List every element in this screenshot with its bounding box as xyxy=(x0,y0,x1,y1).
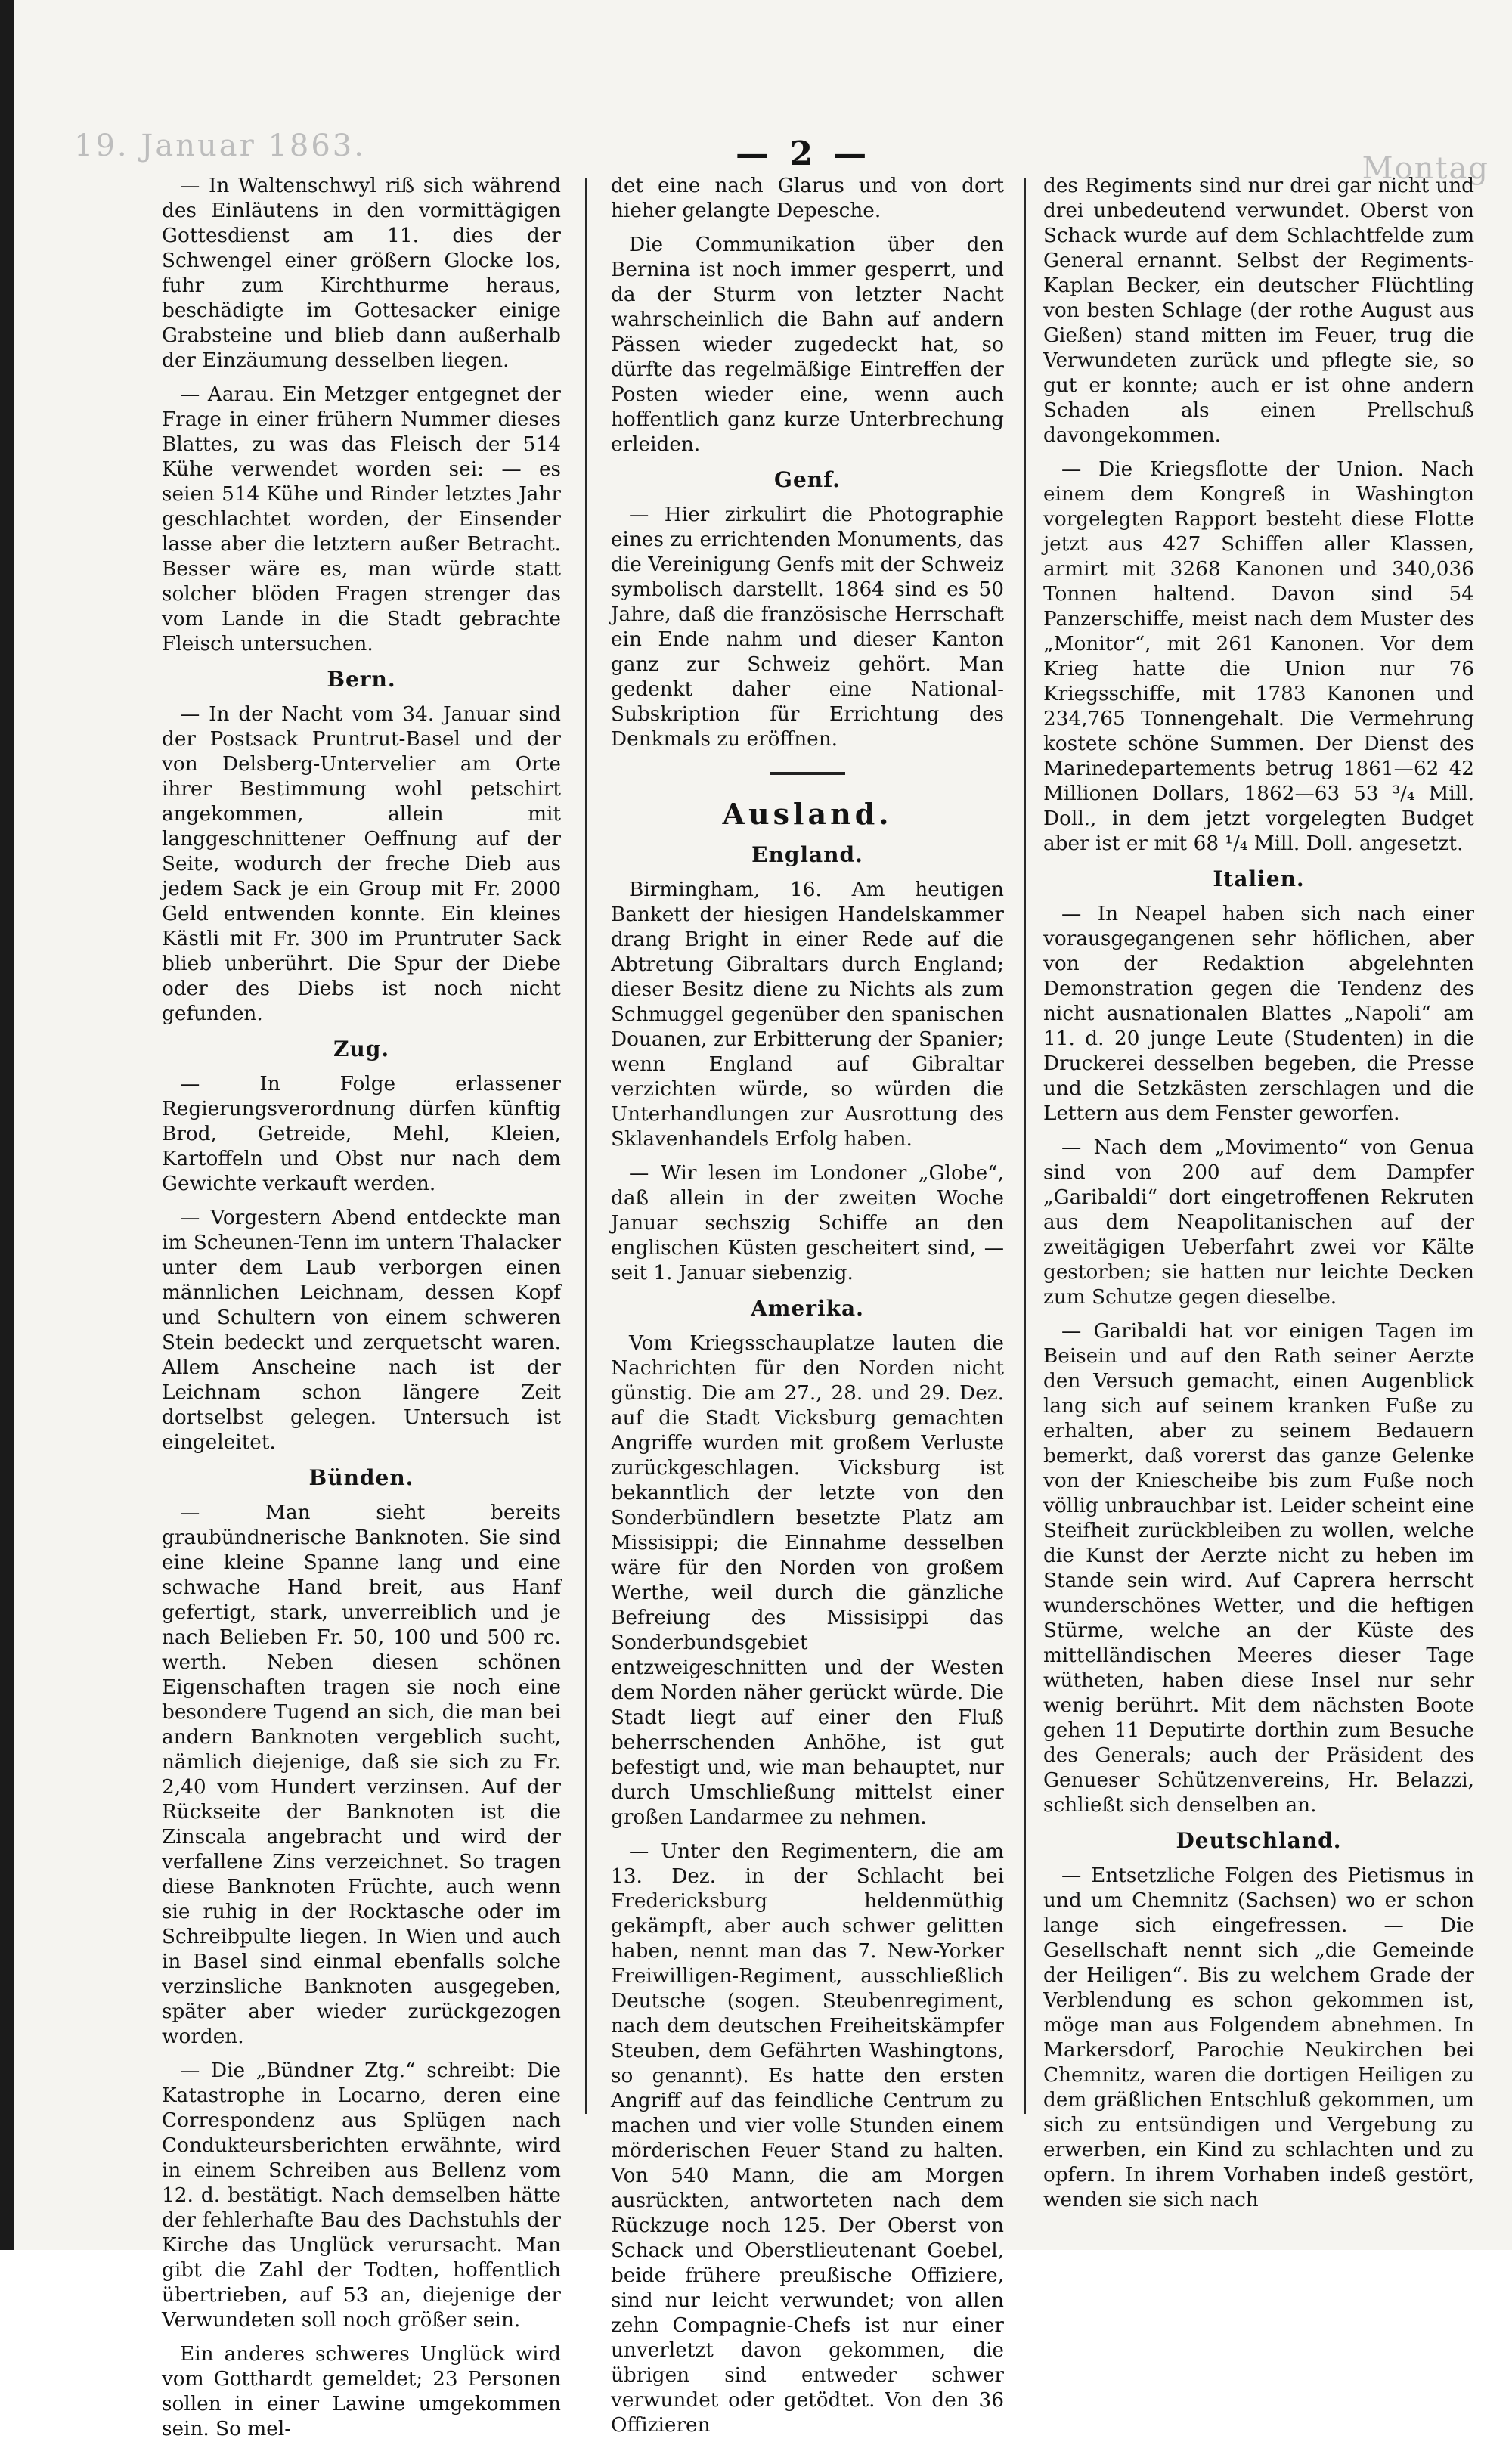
column-left xyxy=(162,174,561,2440)
section-heading-zug: Zug. xyxy=(333,1037,390,1061)
column-rule xyxy=(585,178,587,2114)
article-depesche: det eine nach Glarus und von dort hieher gelangte Depesche. xyxy=(611,175,1004,222)
article-gotthardt: Ein anderes schweres Unglück wird vom Gotthardt gemeldet; 23 Personen sollen in einer Lawine umgekommen sein. So mel- xyxy=(162,2343,561,2440)
section-heading-deutschland: Deutschland. xyxy=(1176,1828,1342,1853)
article-regiment-continued: des Regiments sind nur drei gar nicht und drei unbedeutend verwundet. Oberst von Schack wurde auf dem Schlachtfelde zum General ernannt. Selbst der Regiments-Kaplan Becker, ein deutscher Flüchtling von besten Schlage (der rothe August aus Gießen) stand mitten im Feuer, trug die Verwundeten zurück und pflegte sie, so gut er konnte; auch er ist ohne andern Schaden als einen Prellschuß davongekommen. xyxy=(1043,175,1474,447)
article-neapel: — In Neapel haben sich nach einer vorausgegangenen sehr höflichen, aber von der Redaktion abgelehnten Demonstration gegen die Tendenz des nicht ausnationalen Blattes „Napoli“ am 11. d. 20 junge Leute (Studenten) in die Druckerei desselben begeben, die Presse und die Setzkästen zerschlagen und die Lettern aus dem Fenster geworfen. xyxy=(1043,903,1474,1125)
bleed-through-date: 19. Januar 1863. xyxy=(74,129,366,163)
article-fredericksburg: — Unter den Regimentern, die am 13. Dez. in der Schlacht bei Fredericksburg heldenmüthig gekämpft, aber auch schwer gelitten haben, nennt man das 7. New-Yorker Freiwilligen-Regiment, ausschließlich Deutsche (sogen. Steubenregiment, nach dem deutschen Freiheitskämpfer Steuben, dem Gefährten Washingtons, so genannt). Es hatte den ersten Angriff auf das feindliche Centrum zu machen und vier volle Stunden einem mörderischen Feuer Stand zu halten. Von 540 Mann, die am Morgen ausrückten, antworteten nach dem Rückzuge noch 125. Der Oberst von Schack und Oberstlieutenant Goebel, beide frühere preußische Offiziere, sind nur leicht verwundet; von allen zehn Compagnie-Chefs ist nur einer unverletzt davon gekommen, die übrigen sind entweder schwer verwundet oder getödtet. Von den 36 Offizieren xyxy=(611,1840,1004,2437)
column-right xyxy=(1043,174,1474,2211)
newspaper-page xyxy=(14,0,1512,2440)
section-heading-ausland: Ausland. xyxy=(722,797,893,831)
section-heading-england: England. xyxy=(751,842,863,867)
article-zug-verordnung: — In Folge erlassener Regierungsverordnung dürfen künftig Brod, Getreide, Mehl, Kleien, Kartoffeln und Obst nur nach dem Gewichte verkauft werden. xyxy=(162,1073,561,1195)
article-bern-postsack: — In der Nacht vom 34. Januar sind der Postsack Pruntrut-Basel und der von Delsberg-Untervelier am Orte ihrer Bestimmung wohl petschirt angekommen, allein mit langgeschnittener Oeffnung auf der Seite, wodurch der freche Dieb aus jedem Sack je ein Group mit Fr. 2000 Geld entwenden konnte. Ein kleines Kästli mit Fr. 300 im Pruntruter Sack blieb unberührt. Die Spur der Diebe oder des Diebs ist noch nicht gefunden. xyxy=(162,703,561,1025)
section-heading-bern: Bern. xyxy=(327,667,396,692)
article-vicksburg: Vom Kriegsschauplatze lauten die Nachrichten für den Norden nicht günstig. Die am 27., 28. und 29. Dez. auf die Stadt Vicksburg gemachten Angriffe wurden mit großem Verluste zurückgeschlagen. Vicksburg ist bekanntlich der letzte von den Sonderbündlern besetzte Platz am Missisippi; die Einnahme desselben wäre für den Norden von großem Werthe, weil durch die gänzliche Befreiung des Missisippi das Sonderbundsgebiet entzweigeschnitten und der Westen dem Norden näher gerückt würde. Die Stadt liegt auf einer den Fluß beherrschenden Anhöhe, ist gut befestigt und, wie man behauptet, nur durch Umschließung mittelst einer großen Landarmee zu nehmen. xyxy=(611,1332,1004,1829)
article-banknoten: — Man sieht bereits graubündnerische Banknoten. Sie sind eine kleine Spanne lang und eine schwache Hand breit, aus Hanf gefertigt, stark, unverreiblich und je nach Belieben Fr. 50, 100 und 500 rc. werth. Neben diesen schönen Eigenschaften tragen sie noch eine besondere Tugend an sich, die man bei andern Banknoten vergeblich sucht, nämlich diejenige, daß sie sich zu Fr. 2,40 vom Hundert verzinsen. Auf der Rückseite der Banknoten ist die Zinscala angebracht und wird der verfallene Zins verzeichnet. So tragen diese Banknoten Früchte, auch wenn sie ruhig in der Rocktasche oder im Schreibpulte liegen. In Wien und auch in Basel sind einmal ebenfalls solche verzinsliche Banknoten ausgegeben, später aber wieder zurückgezogen worden. xyxy=(162,1501,561,2048)
article-birmingham: Birmingham, 16. Am heutigen Bankett der hiesigen Handelskammer drang Bright in einer Rede auf die Abtretung Gibraltars durch England; dieser Besitz diene zu Nichts als zum Schmuggel gegenüber den spanischen Douanen, zur Erbitterung der Spanier; wenn England auf Gibraltar verzichten würde, so würden die Unterhandlungen zur Ausrottung des Sklavenhandels Erfolg haben. xyxy=(611,879,1004,1151)
article-kriegsflotte: — Die Kriegsflotte der Union. Nach einem dem Kongreß in Washington vorgelegten Rapport besteht diese Flotte jetzt aus 427 Schiffen aller Klassen, armirt mit 3268 Kanonen und 340,036 Tonnen haltend. Davon sind 54 Panzerschiffe, meist nach dem Muster des „Monitor“, mit 261 Kanonen. Vor dem Krieg hatte die Union nur 76 Kriegsschiffe, mit 1783 Kanonen und 234,765 Tonnengehalt. Die Vermehrung kostete schöne Summen. Der Dienst des Marinedepartements betrug 1861—62 42 Millionen Dollars, 1862—63 53 ³/₄ Mill. Doll., in dem jetzt vorgelegten Budget aber ist er mit 68 ¹/₄ Mill. Doll. angesetzt. xyxy=(1043,458,1474,855)
article-globe: — Wir lesen im Londoner „Globe“, daß allein in der zweiten Woche Januar sechszig Schiffe an den englischen Küsten gescheitert sind, — seit 1. Januar siebenzig. xyxy=(611,1162,1004,1285)
section-heading-amerika: Amerika. xyxy=(751,1296,864,1321)
section-heading-genf: Genf. xyxy=(774,467,841,492)
article-zug-leichnam: — Vorgestern Abend entdeckte man im Scheunen-Tenn im untern Thalacker unter dem Laub verborgen einen männlichen Leichnam, dessen Kopf und Schultern von einem schweren Stein bedeckt und zerquetscht waren. Allem Anscheine nach ist der Leichnam schon längere Zeit dortselbst gelegen. Untersuch ist eingeleitet. xyxy=(162,1207,561,1454)
article-bernina: Die Communikation über den Bernina ist noch immer gesperrt, und da der Sturm von letzter Nacht wahrscheinlich die Bahn auf andern Pässen wieder zugedeckt hat, so dürfte das regelmäßige Eintreffen der Posten wieder eine, wenn auch hoffentlich ganz kurze Unterbrechung erleiden. xyxy=(611,234,1004,456)
article-locarno: — Die „Bündner Ztg.“ schreibt: Die Katastrophe in Locarno, deren eine Correspondenz aus Splügen nach Condukteursberichten erwähnte, wird in einem Schreiben aus Bellenz vom 12. d. bestätigt. Nach demselben hätte der fehlerhafte Bau des Dachstuhls der Kirche das Unglück verursacht. Man gibt die Zahl der Todten, hoffentlich übertrieben, auf 53 an, diejenige der Verwundeten soll noch größer sein. xyxy=(162,2059,561,2332)
bleed-through-weekday: Montag xyxy=(1362,151,1489,186)
section-heading-italien: Italien. xyxy=(1213,866,1305,891)
article-pietismus: — Entsetzliche Folgen des Pietismus in und um Chemnitz (Sachsen) wo er schon lange sich eingefressen. — Die Gesellschaft nennt sich „die Gemeinde der Heiligen“. Bis zu welchem Grade der Verblendung es schon gekommen ist, möge man aus Folgendem abnehmen. In Markersdorf, Parochie Neukirchen bei Chemnitz, waren die dortigen Heiligen zu dem gräßlichen Entschluß gekommen, um sich zu entsündigen und Vergebung zu erwerben, ein Kind zu schlachten und zu opfern. In ihrem Vorhaben indeß gestört, wenden sie sich nach xyxy=(1043,1864,1474,2211)
column-middle xyxy=(611,174,1004,2437)
section-divider xyxy=(770,772,845,775)
page-number: — 2 — xyxy=(736,135,872,173)
article-waltenschwyl: — In Waltenschwyl riß sich während des Einläutens in den vormittägigen Gottesdienst am 11. dies der Schwengel einer größern Glocke los, fuhr zum Kirchthurme heraus, beschädigte im Gottesacker einige Grabsteine und blieb dann außerhalb der Einzäumung desselben liegen. xyxy=(162,175,561,372)
section-heading-bunden: Bünden. xyxy=(308,1465,414,1490)
column-rule xyxy=(1024,178,1026,2114)
article-aarau: — Aarau. Ein Metzger entgegnet der Frage in einer frühern Nummer dieses Blattes, zu was das Fleisch der 514 Kühe verwendet worden sei: — es seien 514 Kühe und Rinder letztes Jahr geschlachtet worden, der Einsender lasse aber die letztern außer Betracht. Besser wäre es, man würde statt solcher blöden Fragen strenger das vom Lande in die Stadt gebrachte Fleisch untersuchen. xyxy=(162,383,561,655)
scan-edge xyxy=(0,0,14,2250)
article-movimento: — Nach dem „Movimento“ von Genua sind von 200 auf dem Dampfer „Garibaldi“ dort eingetroffenen Rekruten aus dem Neapolitanischen auf der zweitägigen Ueberfahrt zwei vor Kälte gestorben; sie hatten nur leichte Decken zum Schutze gegen dieselbe. xyxy=(1043,1136,1474,1309)
article-garibaldi: — Garibaldi hat vor einigen Tagen im Beisein und auf den Rath seiner Aerzte den Versuch gemacht, einen Augenblick lang sich auf seinem kranken Fuße zu erhalten, aber zu seinem Bedauern bemerkt, daß vorerst das ganze Gelenke von der Kniescheibe bis zum Fuße noch völlig unbrauchbar ist. Leider scheint eine Steifheit zurückbleiben zu wollen, welche die Kunst der Aerzte nicht zu heben im Stande sein wird. Auf Caprera herrscht wunderschönes Wetter, und die heftigen Stürme, welche an der Küste des mittelländischen Meeres dieser Tage wütheten, haben diese Insel nur sehr wenig berührt. Mit dem nächsten Boote gehen 11 Deputirte dorthin zum Besuche des Generals; auch der Präsident des Genueser Schützenvereins, Hr. Belazzi, schließt sich denselben an. xyxy=(1043,1320,1474,1817)
article-genf-monument: — Hier zirkulirt die Photographie eines zu errichtenden Monuments, das die Vereinigung Genfs mit der Schweiz symbolisch darstellt. 1864 sind es 50 Jahre, daß die französische Herrschaft ein Ende nahm und dieser Kanton ganz zur Schweiz gehört. Man gedenkt daher eine National-Subskription für Errichtung des Denkmals zu eröffnen. xyxy=(611,504,1004,751)
